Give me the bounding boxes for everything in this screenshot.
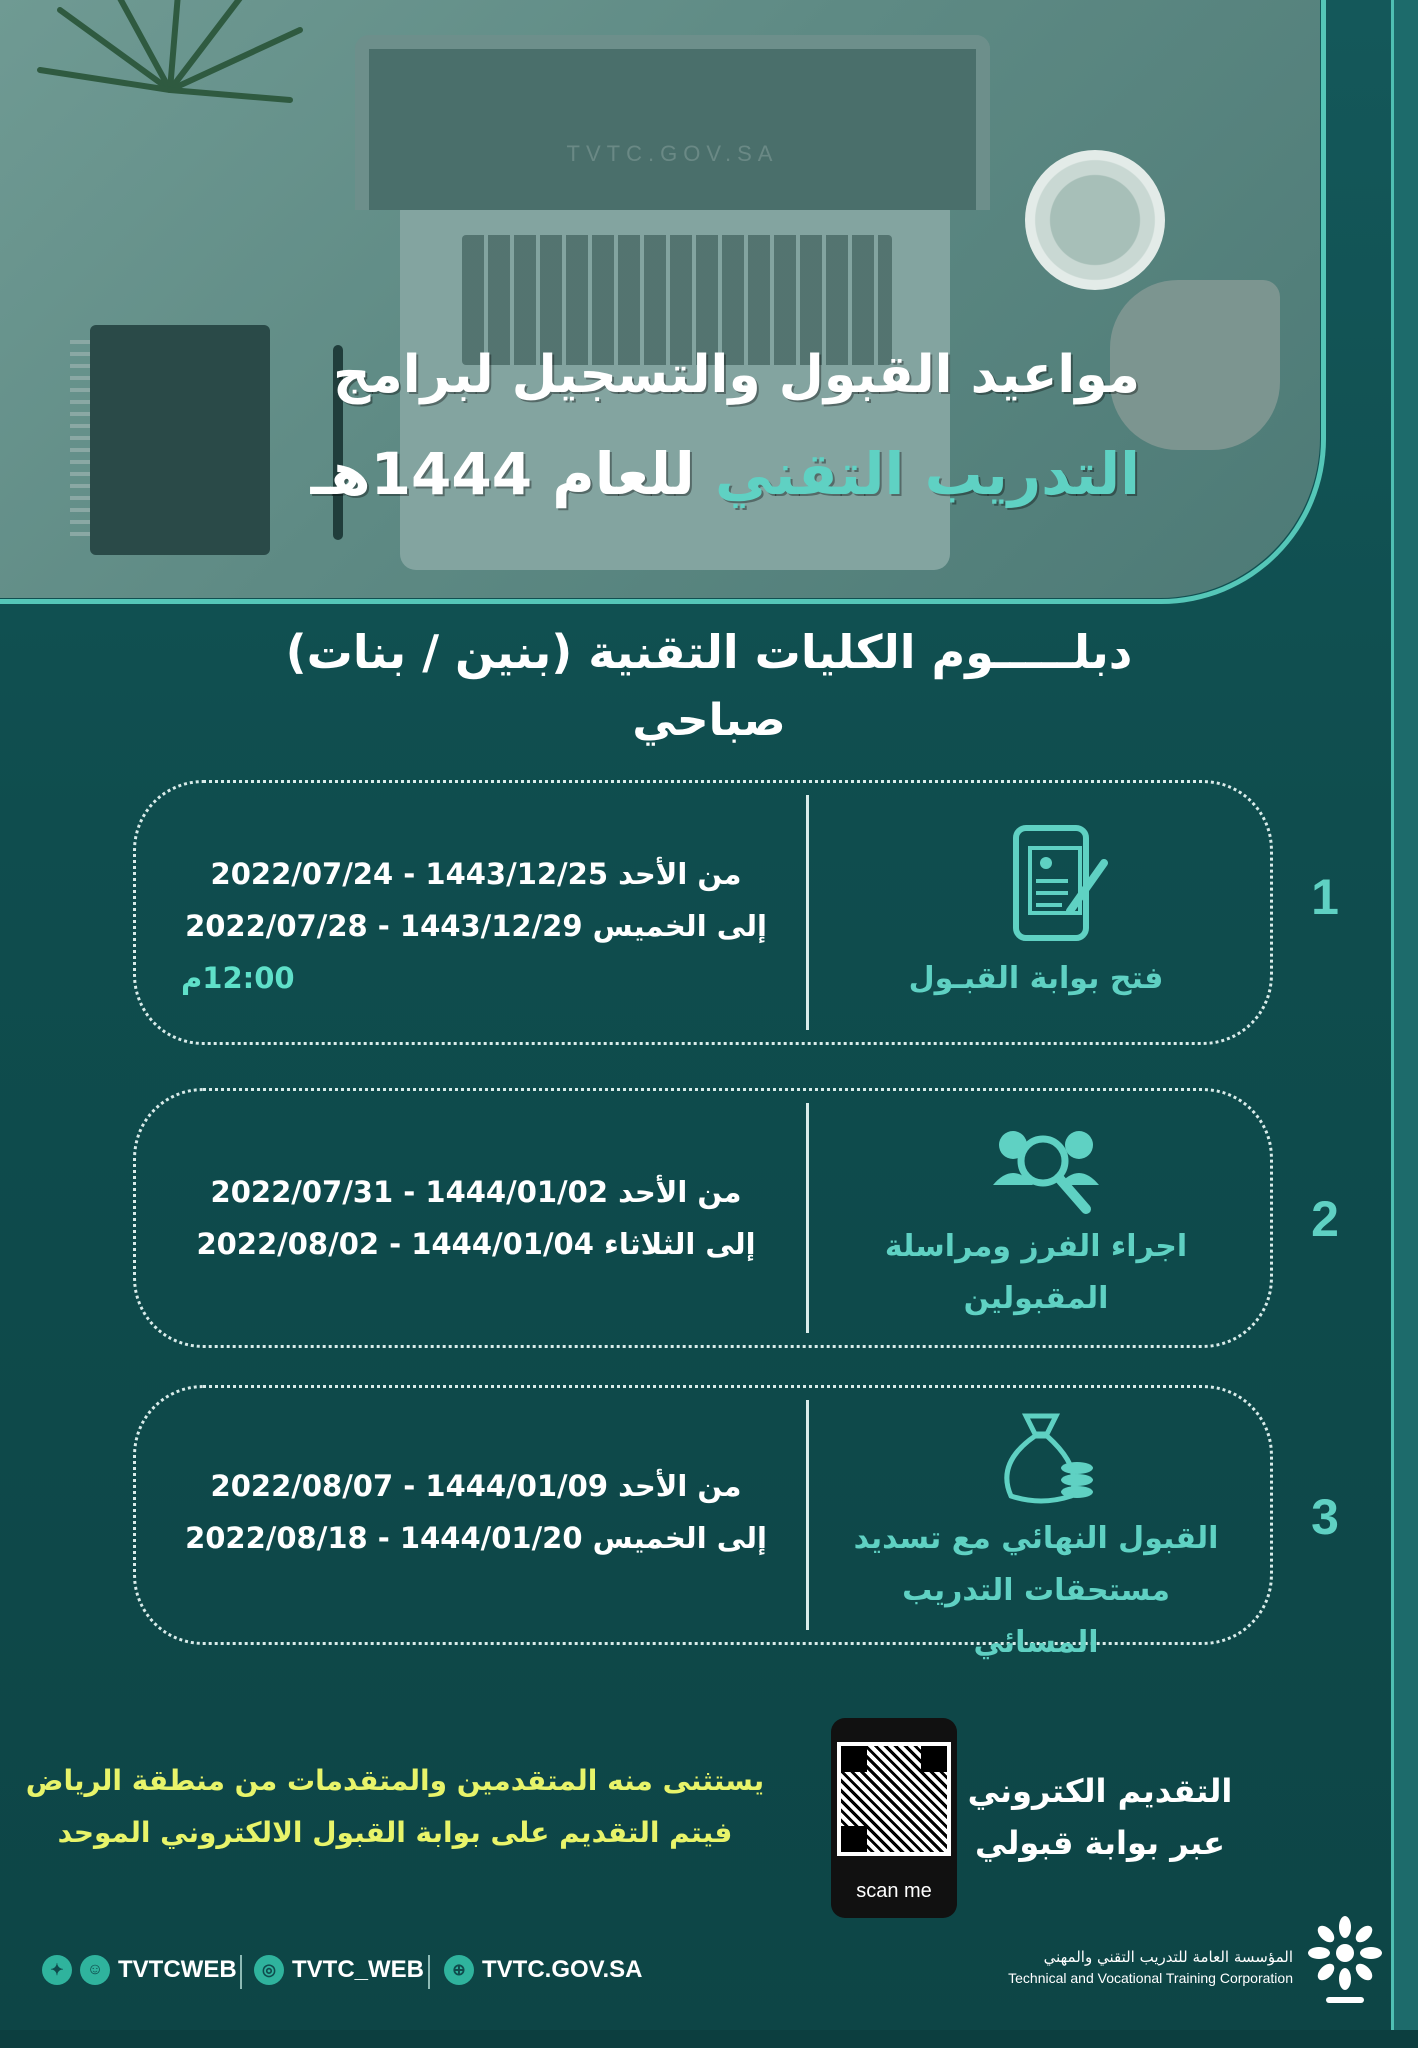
social-instagram[interactable]	[254, 1955, 424, 1985]
date-to: إلى الثلاثاء 1444/01/04 - 2022/08/02	[196, 1227, 756, 1261]
riyadh-note	[10, 1755, 780, 1859]
step-label-line2: المقبولين	[963, 1281, 1109, 1316]
step-card-2	[133, 1088, 1273, 1348]
step-dates	[166, 1460, 786, 1564]
step-label-line1: القبول النهائي مع تسديد	[853, 1521, 1219, 1556]
instagram-icon: ◎	[254, 1955, 284, 1985]
hero-border	[0, 0, 1326, 604]
step-label: فتح بوابة القبـول	[908, 961, 1164, 996]
org-name-ar: المؤسسة العامة للتدريب التقني والمهني	[1043, 1948, 1293, 1966]
globe-icon: ⊕	[444, 1955, 474, 1985]
program-name: دبلـــــوم الكليات التقنية (بنين / بنات)	[285, 625, 1133, 679]
bottom-bar	[0, 2030, 1418, 2048]
apply-line1: التقديم الكتروني	[967, 1772, 1233, 1810]
note-line2: فيتم التقديم على بوابة القبول الالكتروني الموحد	[57, 1816, 733, 1849]
social-website[interactable]	[444, 1955, 642, 1985]
tvtc-logo	[1304, 1915, 1386, 2010]
org-name-en: Technical and Vocational Training Corporation	[1008, 1970, 1293, 1986]
social-twitter-snapchat[interactable]	[42, 1955, 237, 1985]
step-number-3: 3	[1311, 1489, 1339, 1545]
date-to: إلى الخميس 1443/12/29 - 2022/07/28	[185, 909, 767, 943]
social-separator	[240, 1955, 242, 1989]
social-handle: TVTC_WEB	[292, 1956, 424, 1983]
right-edge-strip	[1394, 0, 1418, 2048]
social-handle: TVTCWEB	[118, 1956, 237, 1983]
time-note: 12:00م	[181, 961, 295, 995]
application-form-icon	[996, 823, 1116, 943]
apply-online	[965, 1765, 1235, 1869]
scan-me-label: scan me	[856, 1880, 932, 1902]
people-search-icon	[991, 1123, 1101, 1218]
social-handle: TVTC.GOV.SA	[482, 1956, 643, 1983]
snapchat-icon: ☺	[80, 1955, 110, 1985]
date-from: من الأحد 1444/01/09 - 2022/08/07	[210, 1469, 742, 1503]
date-to: إلى الخميس 1444/01/20 - 2022/08/18	[185, 1521, 767, 1555]
step-label-line2: مستحقات التدريب المسائي	[902, 1573, 1170, 1660]
step-divider	[806, 795, 809, 1030]
money-bag-icon	[991, 1408, 1101, 1508]
page-title-line1: مواعيد القبول والتسجيل لبرامج	[333, 345, 1140, 405]
qr-code[interactable]	[837, 1742, 951, 1856]
date-from: من الأحد 1444/01/02 - 2022/07/31	[210, 1175, 742, 1209]
step-number-1: 1	[1311, 869, 1339, 925]
org-name	[1008, 1948, 1293, 1986]
right-edge-line	[1391, 0, 1394, 2048]
step-number-2: 2	[1311, 1191, 1339, 1247]
social-separator	[428, 1955, 430, 1989]
qr-code-phone[interactable]	[831, 1718, 957, 1918]
step-dates	[166, 848, 786, 952]
title-accent: التدريب التقني	[714, 440, 1140, 508]
step-dates	[166, 1166, 786, 1270]
step-label	[836, 1221, 1236, 1325]
step-divider	[806, 1400, 809, 1630]
watermark-text: TVTC.GOV.SA	[566, 141, 779, 166]
date-from: من الأحد 1443/12/25 - 2022/07/24	[210, 857, 742, 891]
step-card-1	[133, 780, 1273, 1045]
program-shift: صباحي	[632, 695, 786, 746]
title-year: للعام 1444هـ	[310, 440, 695, 508]
note-line1: يستثنى منه المتقدمين والمتقدمات من منطقة الرياض	[25, 1764, 765, 1797]
step-label	[836, 1513, 1236, 1669]
step-card-3	[133, 1385, 1273, 1660]
step-label-line1: اجراء الفرز ومراسلة	[884, 1229, 1188, 1264]
twitter-icon: ✦	[42, 1955, 72, 1985]
apply-line2: عبر بوابة قبولي	[974, 1824, 1226, 1862]
step-divider	[806, 1103, 809, 1333]
